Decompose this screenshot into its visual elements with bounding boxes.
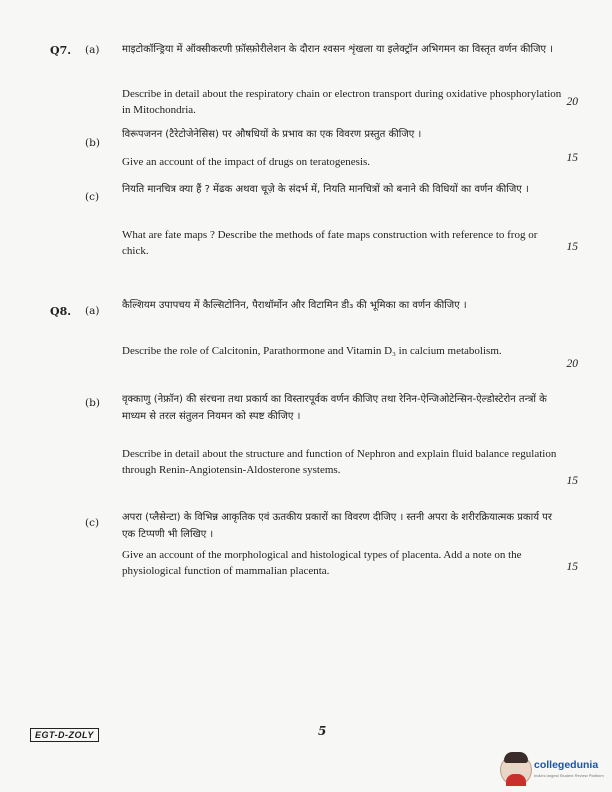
english-text-q7b: Give an account of the impact of drugs on teratogenesis. xyxy=(122,156,371,168)
hindi-text-q7c: नियति मानचित्र क्या हैं ? मेंढक अथवा चूज़े के संदर्भ में, नियति मानचित्रों को बनाने की विधियों का वर्णन कीजिए । xyxy=(122,184,529,195)
hindi-text-q8b: वृक्काणु (नेफ्रॉन) की संरचना तथा प्रकार्य का विस्तारपूर्वक वर्णन कीजिए तथा रेनिन-ऐन्जिओटेन्सिन-ऐल्डोस्टेरोन तन्त्रों के माध्यम से तरल संतुलन नियमन को स्पष्ट कीजिए । xyxy=(122,394,547,422)
hindi-text-q8a: कैल्शियम उपापचय में कैल्सिटोनिन, पैराथॉर्मोन और विटामिन डी₃ की भूमिका का वर्णन कीजिए । xyxy=(122,300,467,311)
marks-q7b: 15 xyxy=(566,152,578,164)
part-label-q7c: (c) xyxy=(85,191,100,203)
mascot-shirt-icon xyxy=(506,774,526,786)
logo-brand-text: collegedunia xyxy=(534,759,599,771)
hindi-text-q7b: विरूपजनन (टैरेटोजेनेसिस) पर औषधियों के प्रभाव का एक विवरण प्रस्तुत कीजिए । xyxy=(122,129,422,140)
mascot-hair-icon xyxy=(504,752,528,763)
marks-q7c: 15 xyxy=(566,241,578,253)
marks-q8c: 15 xyxy=(566,561,578,573)
marks-q8b: 15 xyxy=(566,475,578,487)
part-label-q7a: (a) xyxy=(85,44,100,56)
question-number-q8: Q8. xyxy=(50,305,72,318)
question-number-q7: Q7. xyxy=(50,44,72,57)
part-label-q8a: (a) xyxy=(85,305,100,317)
part-label-q7b: (b) xyxy=(85,137,100,149)
hindi-text-q7a: माइटोकॉन्ड्रिया में ऑक्सीकरणी फ़ॉस्फ़ोरीलेशन के दौरान श्वसन शृंखला या इलेक्ट्रॉन अभिगमन का विस्तृत वर्णन कीजिए । xyxy=(122,44,554,55)
logo-tagline: India's largest Student Review Platform xyxy=(534,773,604,778)
part-label-q8b: (b) xyxy=(85,397,100,409)
english-text-q8b: Describe in detail about the structure and function of Nephron and explain fluid balance regulation through Renin-Angiotensin-Aldosterone systems. xyxy=(122,448,557,476)
english-text-q7a: Describe in detail about the respiratory chain or electron transport during oxidative phosphorylation in Mitochondria. xyxy=(122,88,562,116)
english-text-q7c: What are fate maps ? Describe the methods of fate maps construction with reference to frog or chick. xyxy=(122,229,538,257)
part-label-q8c: (c) xyxy=(85,517,100,529)
english-text-q8a: Describe the role of Calcitonin, Parathormone and Vitamin D₃ in calcium metabolism. xyxy=(122,345,502,357)
english-text-q8c: Give an account of the morphological and histological types of placenta. Add a note on the physiological function of mammalian placenta. xyxy=(122,549,522,577)
paper-code: EGT-D-ZOLY xyxy=(30,728,99,742)
hindi-text-q8c: अपरा (प्लैसेन्टा) के विभिन्न आकृतिक एवं ऊतकीय प्रकारों का विवरण दीजिए । स्तनी अपरा के शरीरक्रियात्मक प्रकार्य पर एक टिप्पणी भी लिखिए । xyxy=(122,512,552,540)
collegedunia-logo xyxy=(500,752,608,788)
page-number: 5 xyxy=(318,724,327,738)
marks-q8a: 20 xyxy=(566,358,578,370)
marks-q7a: 20 xyxy=(566,96,578,108)
